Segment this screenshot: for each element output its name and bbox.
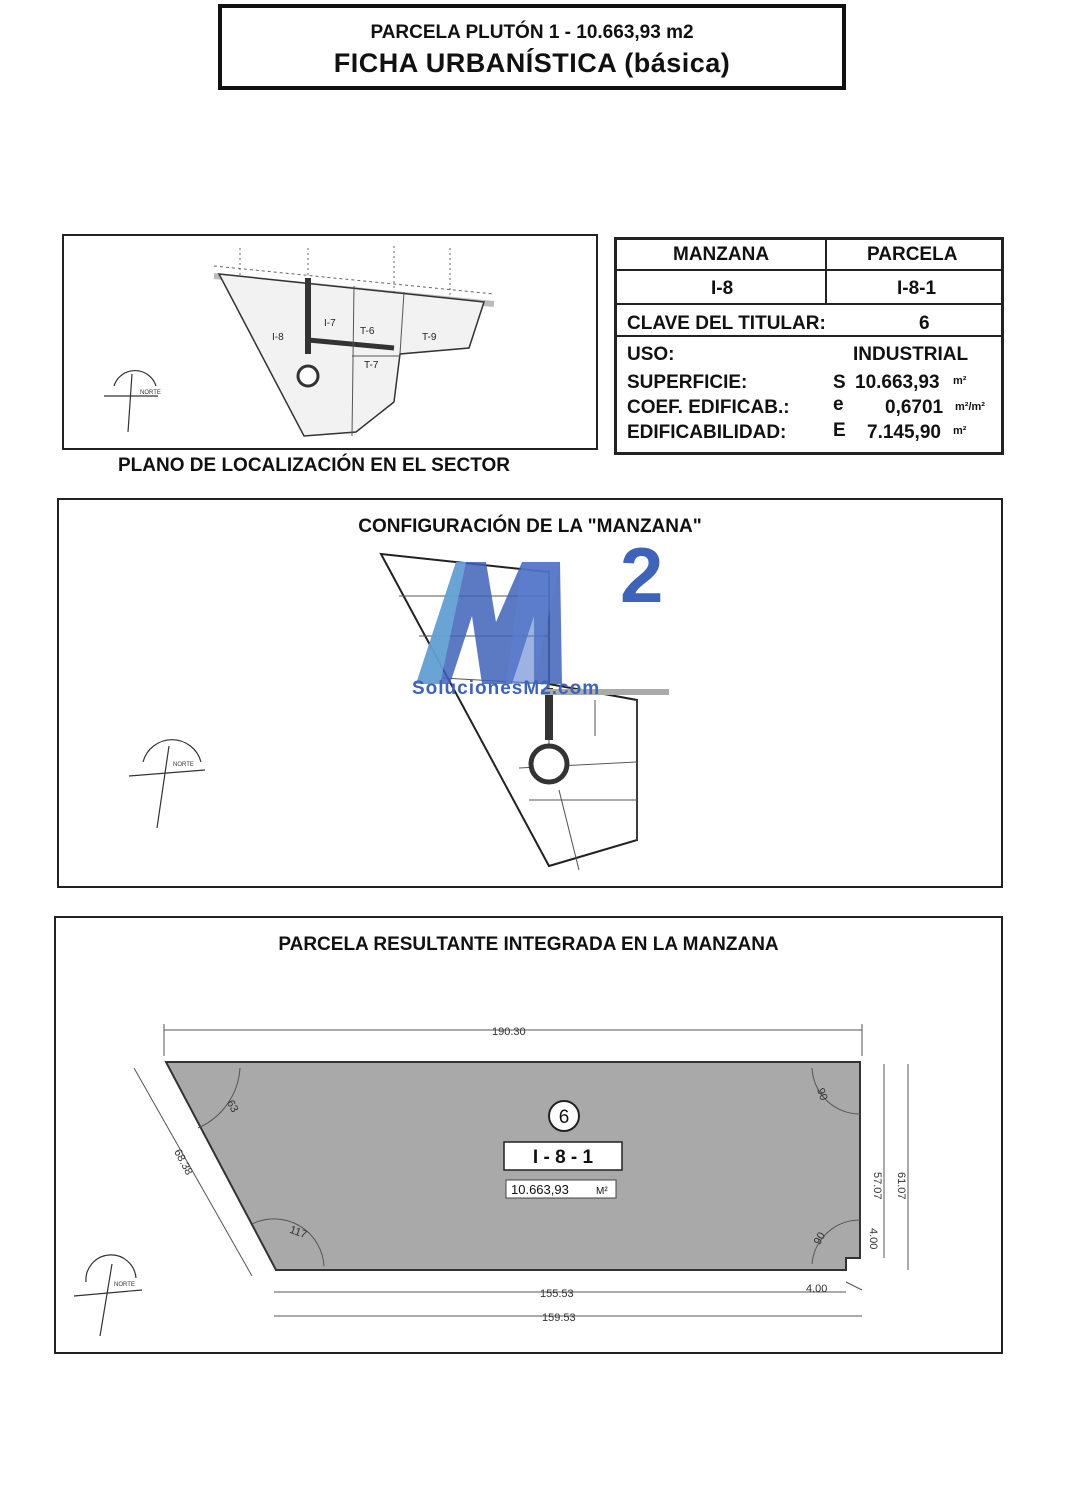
dim-notch-horizontal: 4.00 <box>806 1283 828 1295</box>
edif-label: EDIFICABILIDAD: <box>627 422 787 443</box>
parcel-drawing <box>56 918 1001 1352</box>
dim-left: 68.38 <box>171 1147 195 1178</box>
superficie-symbol: S <box>833 372 846 393</box>
parcel-plan <box>54 916 1003 1354</box>
manzana-header: MANZANA <box>673 244 770 265</box>
edif-value: 7.145,90 <box>867 422 941 443</box>
label-t9: T-9 <box>422 332 437 343</box>
north-arrow-icon <box>129 740 205 828</box>
superficie-unit: m² <box>953 375 967 387</box>
angle-bottom-right: 90 <box>811 1230 829 1247</box>
label-t7: T-7 <box>364 360 379 371</box>
manzana-config-title: CONFIGURACIÓN DE LA "MANZANA" <box>358 516 702 537</box>
header-title: FICHA URBANÍSTICA (básica) <box>333 48 731 78</box>
label-i8: I-8 <box>272 332 284 343</box>
dim-notch-vertical: 4.00 <box>867 1228 879 1250</box>
parcel-id: I - 8 - 1 <box>532 1147 594 1168</box>
edif-symbol: E <box>833 420 846 441</box>
owner-number: 6 <box>558 1107 570 1128</box>
dim-bottom-outer: 159.53 <box>542 1312 576 1324</box>
clave-label: CLAVE DEL TITULAR: <box>627 313 826 334</box>
location-map <box>62 234 598 450</box>
uso-value: INDUSTRIAL <box>853 344 969 365</box>
angle-top-right: 90 <box>814 1086 830 1103</box>
owner-number-badge <box>549 1101 579 1131</box>
location-map-caption: PLANO DE LOCALIZACIÓN EN EL SECTOR <box>118 455 510 476</box>
document-header <box>218 4 846 90</box>
north-arrow-icon <box>74 1255 142 1336</box>
coef-label: COEF. EDIFICAB.: <box>627 397 790 418</box>
location-map-drawing <box>64 236 596 448</box>
north-label: NORTE <box>140 390 161 396</box>
header-subtitle: PARCELA PLUTÓN 1 - 10.663,93 m2 <box>370 22 694 43</box>
angle-bottom-left: 117 <box>287 1223 309 1242</box>
superficie-value: 10.663,93 <box>855 372 940 393</box>
watermark-superscript: 2 <box>620 531 664 619</box>
manzana-value: I-8 <box>711 278 734 299</box>
coef-symbol: e <box>833 394 844 415</box>
dim-top: 190.30 <box>492 1026 526 1038</box>
parcel-plan-title: PARCELA RESULTANTE INTEGRADA EN LA MANZANA <box>278 934 779 955</box>
parcel-area: 10.663,93 <box>511 1182 569 1197</box>
superficie-label: SUPERFICIE: <box>627 372 748 393</box>
coef-unit: m²/m² <box>955 401 985 413</box>
coef-value: 0,6701 <box>885 397 944 418</box>
clave-value: 6 <box>919 313 930 334</box>
parcel-area-unit: M² <box>596 1186 608 1197</box>
edif-unit: m² <box>953 425 967 437</box>
label-i7: I-7 <box>324 318 336 329</box>
dim-right-outer: 61.07 <box>895 1172 907 1200</box>
north-label: NORTE <box>114 1282 135 1288</box>
parcela-header: PARCELA <box>867 244 958 265</box>
uso-label: USO: <box>627 344 675 365</box>
dim-bottom-inner: 155.53 <box>540 1288 574 1300</box>
label-t6: T-6 <box>360 326 375 337</box>
dim-right-inner: 57.07 <box>871 1172 883 1200</box>
info-table <box>614 237 1004 455</box>
angle-top-left: 63 <box>223 1098 241 1115</box>
north-arrow-icon <box>104 371 161 432</box>
north-label: NORTE <box>173 762 194 768</box>
watermark-text: SolucionesM2.com <box>412 678 601 699</box>
parcela-value: I-8-1 <box>897 278 937 299</box>
watermark-logo <box>410 531 690 716</box>
